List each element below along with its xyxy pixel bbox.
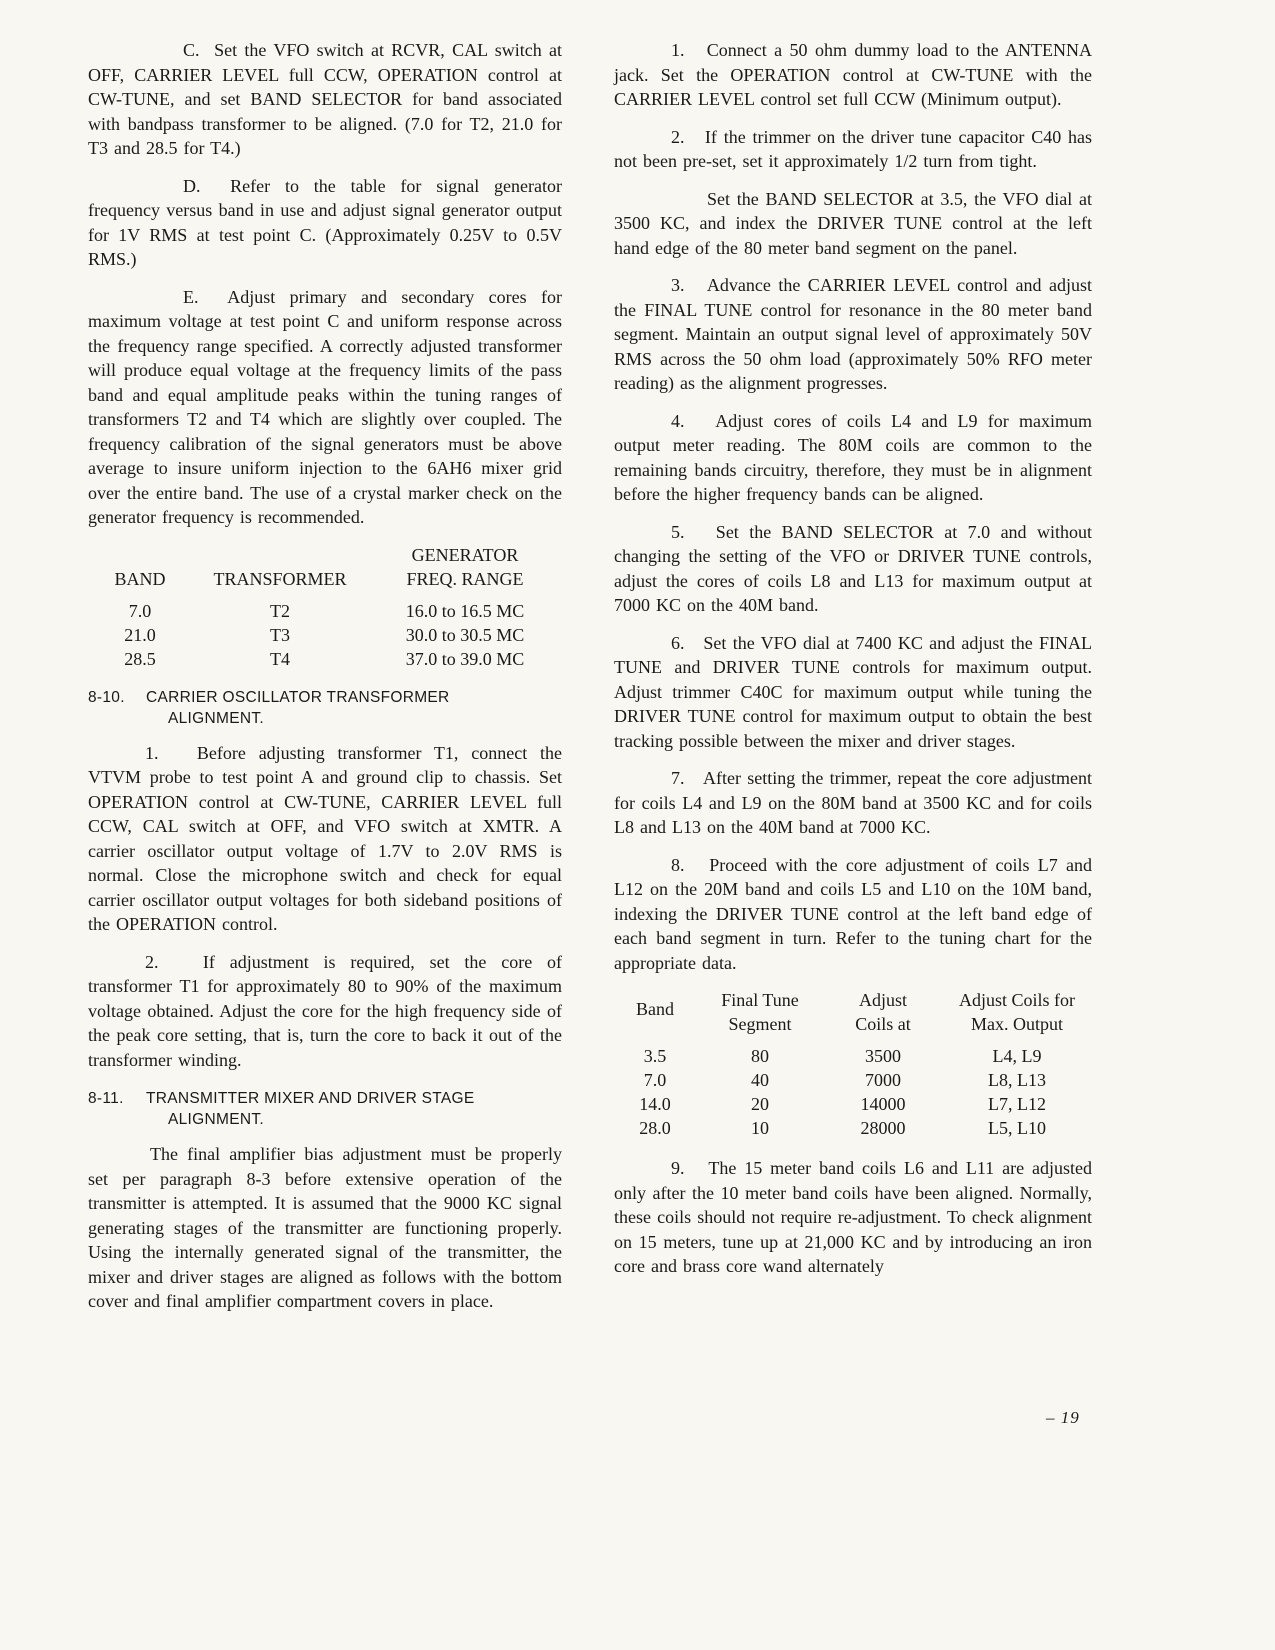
table-cell: 3500	[865, 1046, 901, 1066]
paragraph-step-d: D. Refer to the table for signal generator frequency versus band in use and adjust signal generator output for 1V RMS at test point C. (Approximately 0.25V to 0.5V RMS.)	[88, 175, 562, 269]
paragraph-step-2-continued: Set the BAND SELECTOR at 3.5, the VFO dial at 3500 KC, and index the DRIVER TUNE control at the left hand edge of the 80 meter band segment on the panel.	[614, 188, 1092, 258]
table-row	[614, 1044, 1092, 1068]
header-final-tune-segment	[696, 988, 824, 1044]
table-body	[614, 1044, 1092, 1140]
tuning-chart-table	[614, 988, 1092, 1140]
section-title	[146, 687, 562, 729]
section-title-line: ALIGNMENT.	[168, 1111, 265, 1128]
table-cell: 3.5	[643, 1046, 667, 1066]
paragraph-step-6: 6. Set the VFO dial at 7400 KC and adjust the FINAL TUNE and DRIVER TUNE controls for maximum output. Adjust trimmer C40C for maximum output while tuning the DRIVER TUNE control for maximum output to obtain the best tracking possible between the mixer and driver stages.	[614, 632, 1092, 751]
table-cell: T4	[270, 648, 290, 669]
header-line: Segment	[728, 1014, 792, 1034]
table-cell: 7.0	[643, 1070, 667, 1090]
header-line: Adjust	[858, 990, 907, 1010]
paragraph-step-1: 1. Before adjusting transformer T1, connect the VTVM probe to test point A and ground clip to chassis. Set OPERATION control at CW-TUNE, CARRIER LEVEL full CCW, CAL switch at OFF, and VFO switch at XMTR. A carrier oscillator output voltage of 1.7V to 2.0V RMS is normal. Close the microphone switch and check for equal carrier oscillator output voltages for both sideband positions of the OPERATION control.	[88, 742, 562, 934]
table-cell: L8, L13	[988, 1070, 1046, 1090]
table-row	[614, 1116, 1092, 1140]
table-cell: 28.5	[124, 648, 156, 669]
paragraph-step-7: 7. After setting the trimmer, repeat the core adjustment for coils L4 and L9 on the 80M band at 3500 KC and for coils L8 and L13 on the 40M band at 7000 KC.	[614, 768, 1092, 837]
table-cell: 20	[751, 1094, 769, 1114]
table-cell: 28000	[860, 1118, 906, 1138]
header-line: Adjust Coils for	[958, 990, 1075, 1010]
table-cell: 16.0 to 16.5 MC	[405, 600, 525, 621]
table-row	[614, 1092, 1092, 1116]
table-cell: 80	[751, 1046, 769, 1066]
header-band: BAND	[114, 568, 166, 589]
table-cell: 30.0 to 30.5 MC	[405, 624, 525, 645]
table-row	[90, 647, 560, 671]
paragraph-step-8: 8. Proceed with the core adjustment of coils L7 and L12 on the 20M band and coils L5 and L10 on the 10M band, indexing the DRIVER TUNE control at the left band edge of each band segment in turn. Refer to the tuning chart for the appropriate data.	[614, 854, 1092, 973]
table-header-row	[614, 988, 1092, 1044]
header-band: Band	[636, 999, 674, 1019]
paragraph-step-4: 4. Adjust cores of coils L4 and L9 for maximum output meter reading. The 80M coils are common to the remaining bands circuitry, therefore, they must be in alignment before the higher frequency bands can be aligned.	[614, 410, 1092, 504]
table-cell: L7, L12	[988, 1094, 1046, 1114]
paragraph-step-e: E. Adjust primary and secondary cores for maximum voltage at test point C and uniform response across the frequency range specified. A correctly adjusted transformer will produce equal voltage at the frequency limits of the pass band and equal amplitude peaks within the tuning ranges of transformers T2 and T4 which are slightly over coupled. The frequency calibration of the signal generators must be above average to insure uniform injection to the 6AH6 mixer grid over the entire band. The use of a crystal marker check on the generator frequency is recommended.	[88, 286, 562, 527]
table-row	[614, 1068, 1092, 1092]
table-cell: L4, L9	[992, 1046, 1042, 1066]
header-line: Final Tune	[721, 990, 799, 1010]
section-title-line: CARRIER OSCILLATOR TRANSFORMER	[146, 688, 450, 706]
paragraph-intro: The final amplifier bias adjustment must be properly set per paragraph 8-3 before extensive operation of the transmitter is attempted. It is assumed that the 9000 KC signal generating stages of the transmitter are functioning properly. Using the internally generated signal of the transmitter, the mixer and driver stages are aligned as follows with the bottom cover and final amplifier compartment covers in place.	[88, 1144, 562, 1311]
page-number: – 19	[1046, 1408, 1080, 1427]
paragraph-step-5: 5. Set the BAND SELECTOR at 7.0 and without changing the setting of the VFO or DRIVER TUNE controls, adjust the cores of coils L8 and L13 for maximum output at 7000 KC on the 40M band.	[614, 521, 1092, 615]
section-number: 8-10.	[88, 688, 125, 706]
right-column	[614, 38, 1092, 1292]
generator-frequency-table	[90, 543, 560, 671]
paragraph-step-2: 2. If the trimmer on the driver tune capacitor C40 has not been pre-set, set it approximately 1/2 turn from tight.	[614, 126, 1092, 171]
paragraph-step-c: C. Set the VFO switch at RCVR, CAL switch at OFF, CARRIER LEVEL full CCW, OPERATION control at CW-TUNE, and set BAND SELECTOR for band associated with bandpass transformer to be aligned. (7.0 for T2, 21.0 for T3 and 28.5 for T4.)	[88, 40, 562, 158]
header-adjust-coils-at	[824, 988, 942, 1044]
table-row	[90, 623, 560, 647]
section-number: 8-11.	[88, 1090, 124, 1107]
header-transformer: TRANSFORMER	[213, 568, 347, 589]
header-freq-range-line: FREQ. RANGE	[406, 568, 524, 589]
section-title-line: ALIGNMENT.	[168, 709, 265, 727]
table-cell: 21.0	[124, 624, 156, 645]
table-cell: 14.0	[639, 1094, 671, 1114]
header-line: Max. Output	[971, 1014, 1063, 1034]
table-cell: 10	[751, 1118, 769, 1138]
header-generator-line: GENERATOR	[411, 544, 519, 565]
table-header-row	[90, 543, 560, 599]
table-cell: T2	[270, 600, 290, 621]
table-cell: 14000	[860, 1094, 906, 1114]
header-adjust-coils-max-output	[942, 988, 1092, 1044]
paragraph-step-1: 1. Connect a 50 ohm dummy load to the ANTENNA jack. Set the OPERATION control at CW-TUNE with the CARRIER LEVEL control set full CCW (Minimum output).	[614, 40, 1092, 109]
header-generator-freq-range	[370, 543, 560, 599]
section-heading-8-11	[88, 1088, 562, 1130]
paragraph-step-3: 3. Advance the CARRIER LEVEL control and adjust the FINAL TUNE control for resonance in the 80 meter band segment. Maintain an output signal level of approximately 50V RMS across the 50 ohm load (approximately 50% RFO meter reading) as the alignment progresses.	[614, 275, 1092, 393]
table-head	[90, 543, 560, 599]
section-heading-8-10	[88, 687, 562, 729]
table-cell: 40	[751, 1070, 769, 1090]
table-cell: 37.0 to 39.0 MC	[405, 648, 525, 669]
paragraph-step-2: 2. If adjustment is required, set the core of transformer T1 for approximately 80 to 90% of the maximum voltage obtained. Adjust the core for the high frequency side of the peak core setting, that is, turn the core to back it out of the transformer winding.	[88, 951, 562, 1070]
section-title	[146, 1088, 562, 1130]
table-cell: 7000	[865, 1070, 901, 1090]
table-cell: 7.0	[128, 600, 152, 621]
header-line: Coils at	[855, 1014, 911, 1034]
table-head	[614, 988, 1092, 1044]
paragraph-step-9: 9. The 15 meter band coils L6 and L11 are adjusted only after the 10 meter band coils have been aligned. Normally, these coils should not require re-adjustment. To check alignment on 15 meters, tune up at 21,000 KC and by introducing an iron core and brass core wand alternately	[614, 1158, 1092, 1276]
section-title-line: TRANSMITTER MIXER AND DRIVER STAGE	[146, 1090, 475, 1107]
table-cell: T3	[270, 624, 290, 645]
left-column	[88, 38, 562, 1327]
table-cell: 28.0	[639, 1118, 671, 1138]
table-cell: L5, L10	[988, 1118, 1046, 1138]
table-body	[90, 599, 560, 671]
table-row	[90, 599, 560, 623]
